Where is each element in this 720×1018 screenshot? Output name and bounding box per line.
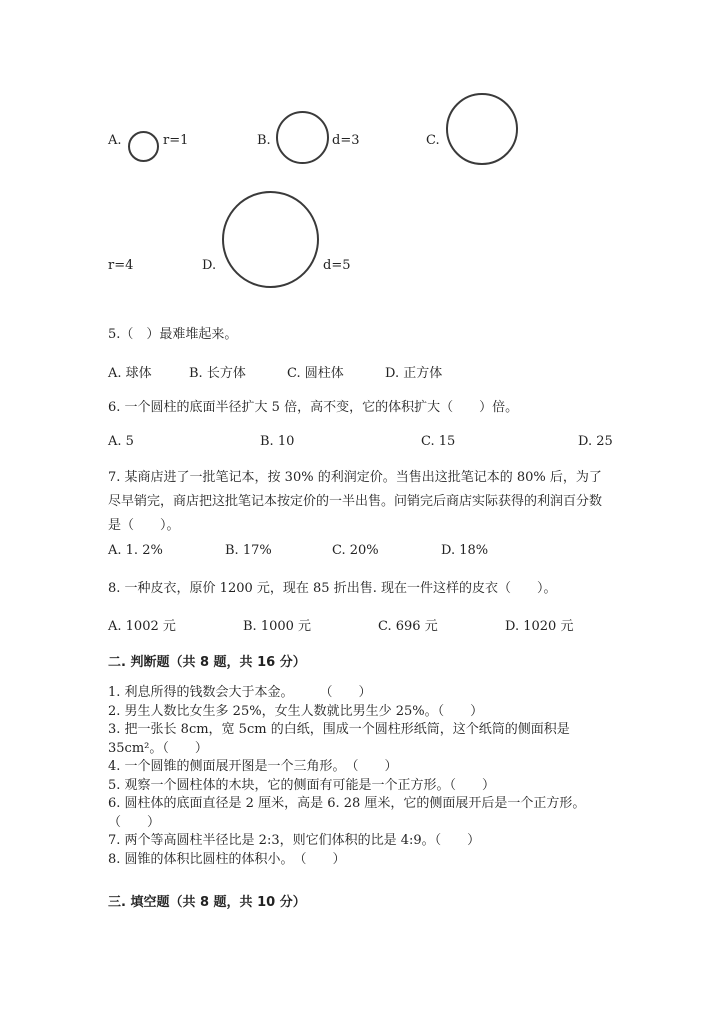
option-c-letter: C. xyxy=(426,133,440,148)
judge-item: 1. 利息所得的钱数会大于本金。 （ ） xyxy=(108,685,372,700)
option-d-letter: D. xyxy=(202,258,217,273)
q8-option-b[interactable]: B. 1000 元 xyxy=(243,619,312,634)
q8-option-a[interactable]: A. 1002 元 xyxy=(108,619,176,634)
question-8: 8. 一种皮衣，原价 1200 元，现在 85 折出售. 现在一件这样的皮衣（ ）。 xyxy=(108,581,557,596)
q8-option-d[interactable]: D. 1020 元 xyxy=(505,619,574,634)
q5-option-d[interactable]: D. 正方体 xyxy=(385,366,443,381)
option-c-extra-value: r=4 xyxy=(108,258,134,273)
q5-option-c[interactable]: C. 圆柱体 xyxy=(287,366,344,381)
option-d-value: d=5 xyxy=(323,258,351,273)
q6-option-a[interactable]: A. 5 xyxy=(108,434,134,449)
judge-item: 2. 男生人数比女生多 25%，女生人数就比男生少 25%。（ ） xyxy=(108,703,484,719)
option-b-value: d=3 xyxy=(332,133,360,148)
judge-item: 6. 圆柱体的底面直径是 2 厘米，高是 6. 28 厘米，它的侧面展开后是一个正方形。（ ） xyxy=(108,796,586,830)
question-7: 7. 某商店进了一批笔记本，按 30% 的利润定价。当售出这批笔记本的 80% 后，为了尽早销完，商店把这批笔记本按定价的一半出售。问销完后商店实际获得的利润百分数是（ ）。 xyxy=(108,470,603,533)
q5-option-a[interactable]: A. 球体 xyxy=(108,366,152,381)
q7-option-a[interactable]: A. 1. 2% xyxy=(108,543,163,558)
question-6: 6. 一个圆柱的底面半径扩大 5 倍，高不变，它的体积扩大（ ）倍。 xyxy=(108,400,519,415)
section-2-heading: 二. 判断题（共 8 题，共 16 分） xyxy=(108,655,306,670)
q7-option-d[interactable]: D. 18% xyxy=(441,543,489,558)
q5-option-b[interactable]: B. 长方体 xyxy=(189,366,246,381)
circle-d xyxy=(222,191,319,288)
judge-item: 4. 一个圆锥的侧面展开图是一个三角形。 （ ） xyxy=(108,759,398,774)
judge-item: 8. 圆锥的体积比圆柱的体积小。 （ ） xyxy=(108,851,346,867)
q7-option-b[interactable]: B. 17% xyxy=(225,543,272,558)
q8-option-c[interactable]: C. 696 元 xyxy=(378,619,438,634)
judge-item: 5. 观察一个圆柱体的木块，它的侧面有可能是一个正方形。（ ） xyxy=(108,777,496,793)
circle-b xyxy=(276,111,329,164)
q7-option-c[interactable]: C. 20% xyxy=(332,543,379,558)
judge-item: 3. 把一张长 8cm，宽 5cm 的白纸，围成一个圆柱形纸筒，这个纸筒的侧面积是 35cm²。（ ） xyxy=(108,722,570,756)
judge-list xyxy=(108,684,608,869)
question-5: 5.（ ）最难堆起来。 xyxy=(108,327,238,342)
option-b-letter: B. xyxy=(257,133,271,148)
circle-c xyxy=(446,93,518,165)
option-a-value: r=1 xyxy=(163,133,189,148)
judge-item: 7. 两个等高圆柱半径比是 2:3，则它们体积的比是 4:9。（ ） xyxy=(108,833,481,848)
section-3-heading: 三. 填空题（共 8 题，共 10 分） xyxy=(108,895,306,910)
circle-a xyxy=(128,131,159,162)
q6-option-b[interactable]: B. 10 xyxy=(260,434,295,449)
option-a-letter: A. xyxy=(108,133,122,148)
q6-option-c[interactable]: C. 15 xyxy=(421,434,456,449)
q6-option-d[interactable]: D. 25 xyxy=(578,434,613,449)
